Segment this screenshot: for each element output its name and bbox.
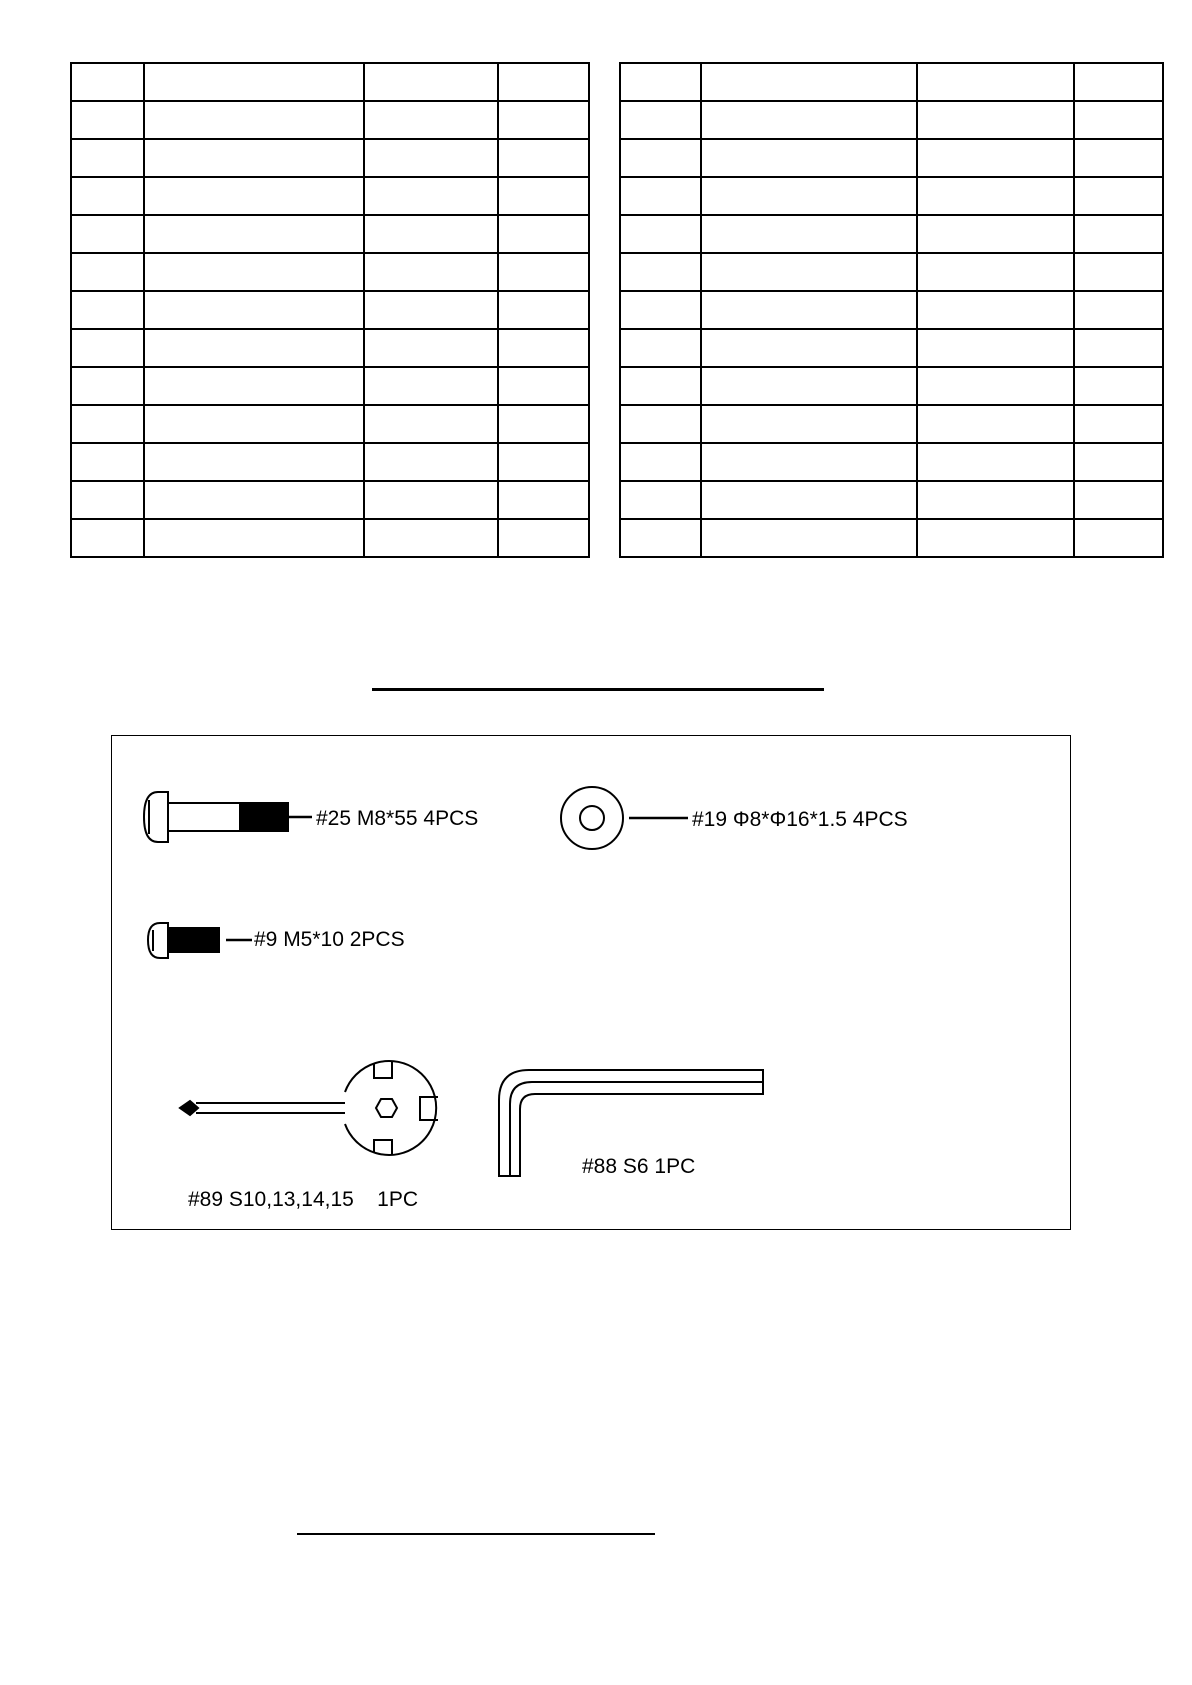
carriage-bolt-icon	[144, 792, 312, 842]
footer-heading-underline	[297, 1533, 655, 1535]
label-tool-89: #89 S10,13,14,15 1PC	[188, 1188, 419, 1211]
label-allen-88: #88 S6 1PC	[582, 1155, 696, 1178]
button-head-screw-icon	[148, 923, 252, 958]
label-screw-9: #9 M5*10 2PCS	[254, 928, 405, 951]
label-bolt-25: #25 M8*55 4PCS	[316, 807, 479, 830]
label-washer-19: #19 Φ8*Φ16*1.5 4PCS	[692, 808, 908, 831]
flat-washer-icon	[561, 787, 688, 849]
multi-tool-wrench-icon	[180, 1061, 438, 1155]
